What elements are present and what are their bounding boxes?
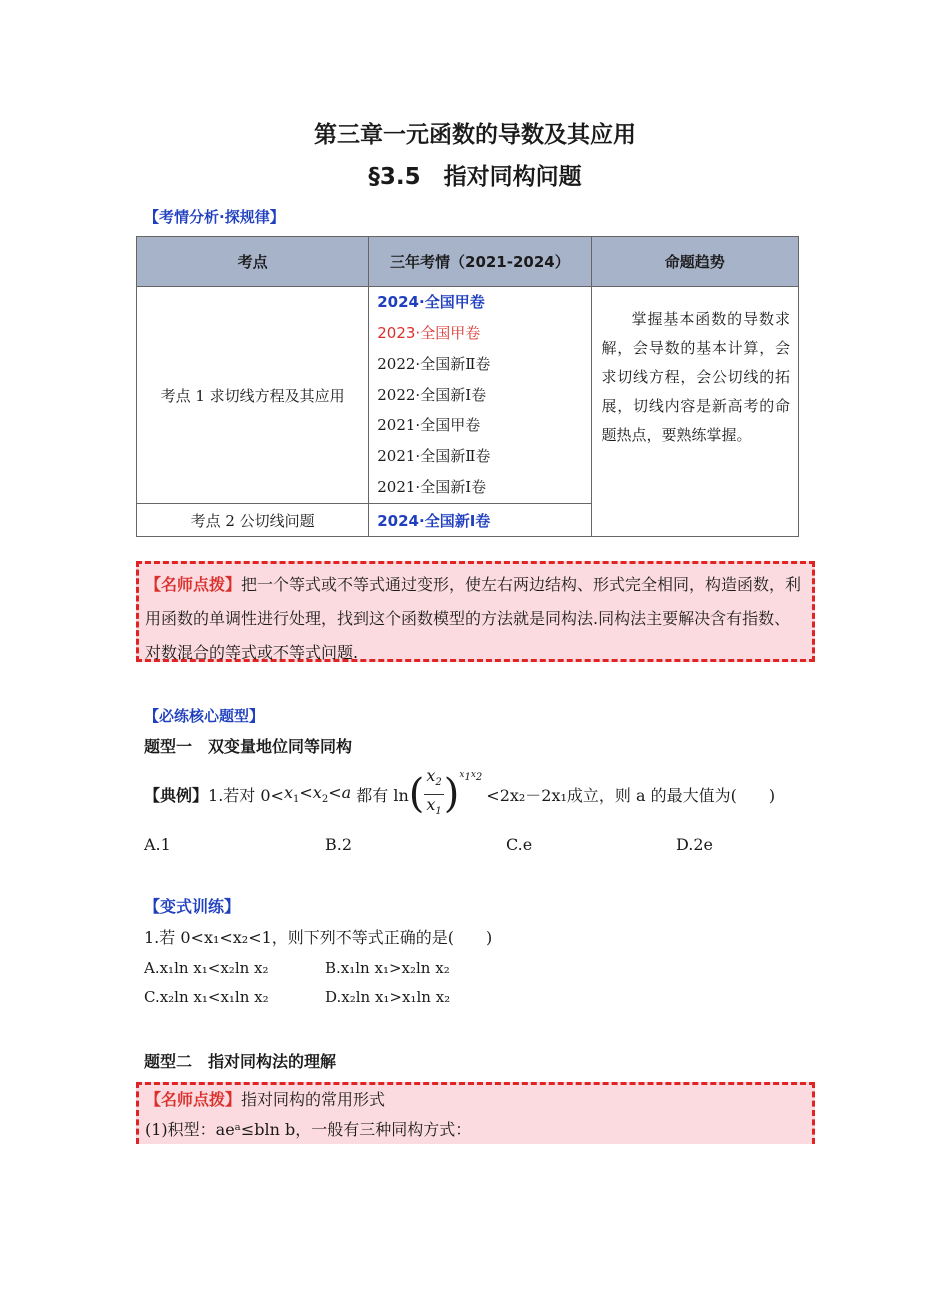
- col-years-header: 三年考情（2021-2024）: [369, 237, 591, 287]
- variant-option-c: C.x₂ln x₁<x₁ln x₂: [144, 988, 269, 1006]
- topic2-cell: 考点 2 公切线问题: [137, 504, 369, 537]
- col-trend-header: 命题趋势: [591, 237, 799, 287]
- teacher-tip-box-2: [136, 1082, 815, 1144]
- topic2-years-cell: 2024·全国新Ⅰ卷: [369, 504, 591, 537]
- option-c: C.e: [506, 835, 533, 854]
- left-paren: (: [408, 771, 425, 817]
- option-b: B.2: [325, 835, 353, 854]
- right-paren: ): [443, 771, 460, 817]
- section-title: §3.5 指对同构问题: [368, 164, 582, 190]
- chapter-title: 第三章一元函数的导数及其应用: [314, 122, 636, 148]
- col-topic-header: 考点: [137, 237, 369, 287]
- table-row: [137, 287, 799, 504]
- variant-label: 【变式训练】: [144, 897, 241, 916]
- option-a: A.1: [144, 835, 171, 854]
- example-text-a: 1.若对 0<: [208, 785, 284, 805]
- topic1-years-cell: [369, 287, 591, 504]
- tip-text: 把一个等式或不等式通过变形，使左右两边结构、形式完全相同，构造函数，利用函数的单调性进行处理，找到这个函数模型的方法就是同构法.同构法主要解决含有指数、对数混合的等式或不等式问题.: [145, 575, 802, 662]
- example-question: [144, 766, 775, 822]
- example-text-b: 都有 ln: [356, 785, 409, 805]
- variant-option-a: A.x₁ln x₁<x₂ln x₂: [144, 959, 269, 977]
- variant-question: 1.若 0<x₁<x₂<1，则下列不等式正确的是( ): [144, 928, 493, 947]
- year-item: 2021·全国甲卷: [377, 416, 481, 435]
- exponent: $x_1x_2$: [459, 770, 483, 783]
- tip2-line1: 指对同构的常用形式: [241, 1090, 386, 1109]
- example-vars: $x_1<x_2<a$: [283, 782, 352, 806]
- tip2-label: 【名师点拨】: [145, 1090, 242, 1109]
- year-item: 2022·全国新Ⅱ卷: [377, 354, 491, 373]
- core-label: 【必练核心题型】: [144, 707, 265, 725]
- trend-cell: 掌握基本函数的导数求解，会导数的基本计算，会求切线方程，会公切线的拓展，切线内容是新高考的命题热点，要熟练掌握。: [591, 287, 799, 537]
- table-header-row: [137, 237, 799, 287]
- option-d: D.2e: [676, 835, 713, 854]
- tip2-line2: (1)积型：aeᵃ≤bln b，一般有三种同构方式：: [145, 1120, 472, 1139]
- year-item: 2021·全国新Ⅰ卷: [377, 477, 487, 496]
- year-item: 2023·全国甲卷: [377, 324, 481, 342]
- type1-title: 题型一 双变量地位同等同构: [144, 737, 353, 756]
- type2-title: 题型二 指对同构法的理解: [144, 1052, 337, 1071]
- teacher-tip-box: [136, 561, 815, 662]
- variant-option-b: B.x₁ln x₁>x₂ln x₂: [325, 959, 450, 977]
- year-item: 2022·全国新Ⅰ卷: [377, 385, 487, 404]
- tip-label: 【名师点拨】: [145, 575, 242, 594]
- year-item: 2024·全国甲卷: [377, 293, 485, 312]
- example-text-c: <2x₂－2x₁成立，则 a 的最大值为( ): [486, 785, 776, 805]
- analysis-label: 【考情分析·探规律】: [144, 208, 285, 226]
- example-label: 【典例】: [144, 785, 209, 805]
- topic1-cell: 考点 1 求切线方程及其应用: [137, 287, 369, 504]
- variant-option-d: D.x₂ln x₁>x₁ln x₂: [325, 988, 451, 1006]
- year-item: 2021·全国新Ⅱ卷: [377, 447, 491, 466]
- exam-analysis-table: [136, 236, 799, 537]
- fraction: $\frac{x_2}{x_1}$: [426, 766, 442, 817]
